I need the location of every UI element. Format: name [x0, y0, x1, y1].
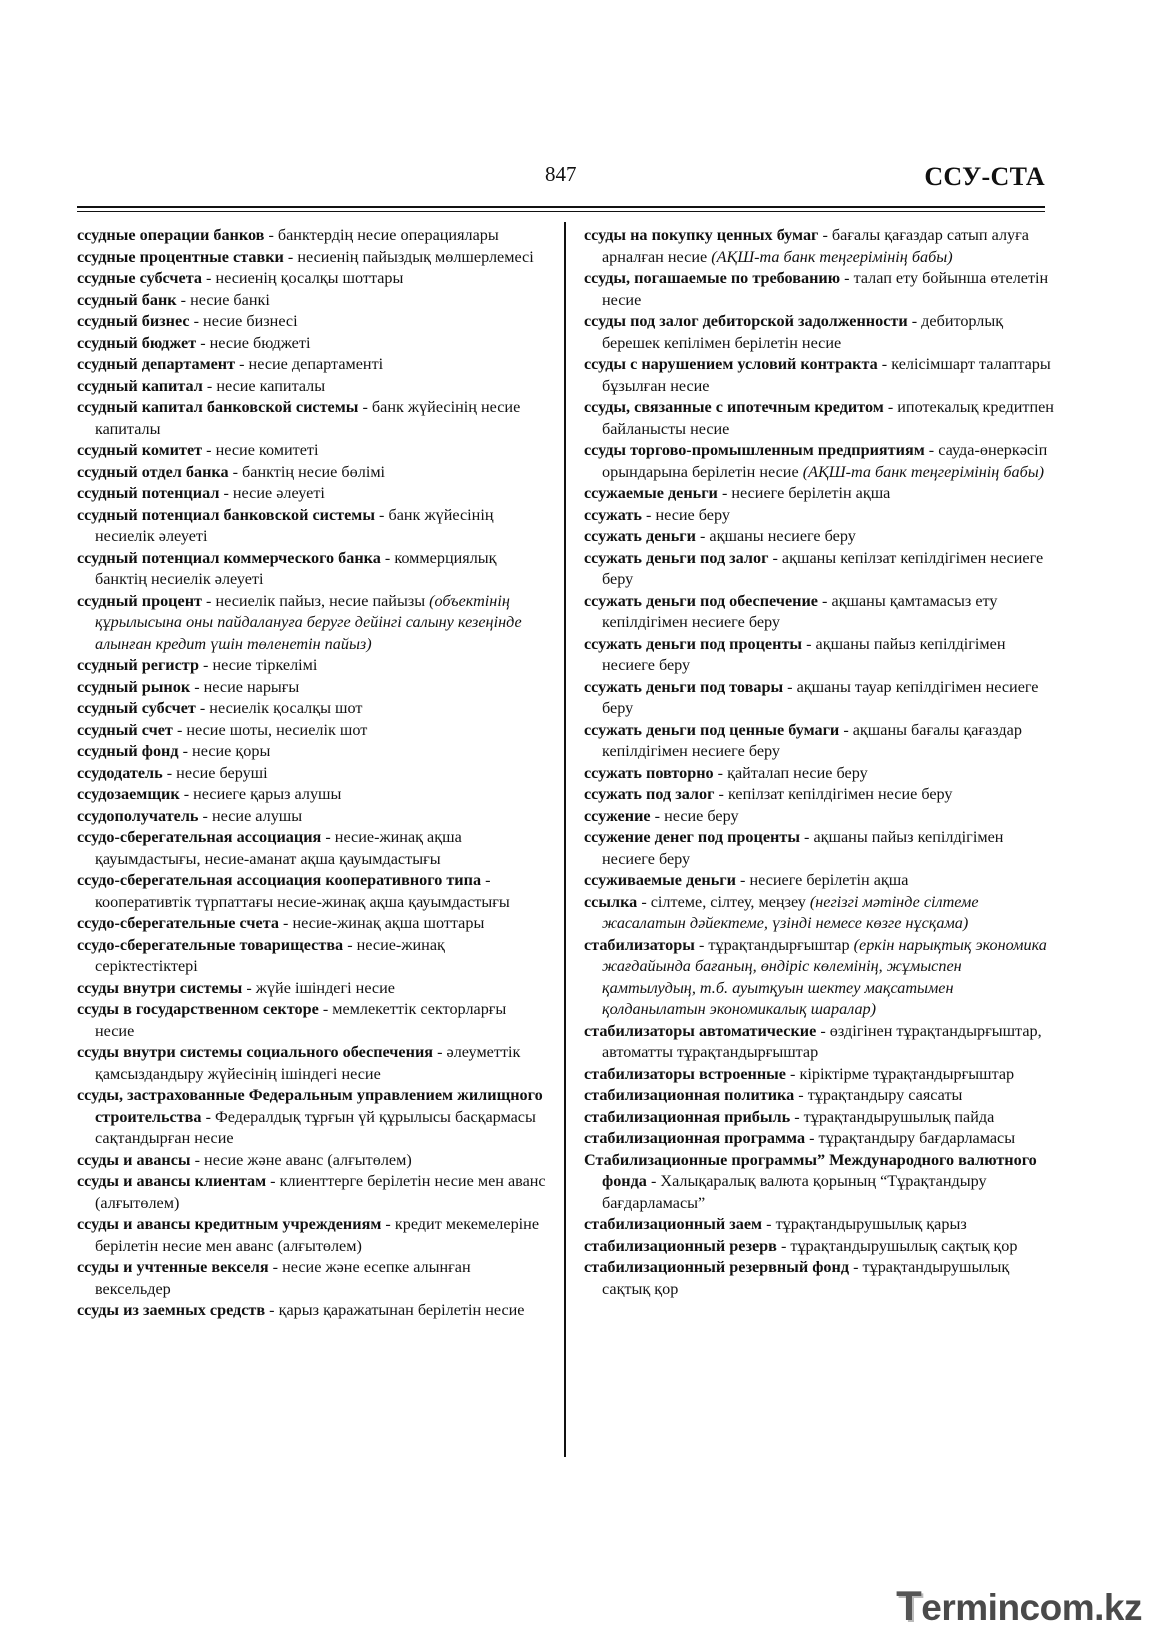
entry-term: ссуды, застрахованные Федеральным управлением жилищного строительства	[77, 1086, 543, 1126]
entry-definition: - банк жүйесінің несие капиталы	[95, 398, 521, 438]
entry-term: ссуды и учтенные векселя	[77, 1258, 269, 1276]
dictionary-entry	[77, 999, 547, 1042]
entry-term: стабилизаторы автоматические	[584, 1021, 817, 1040]
entry-term: ссудный бизнес	[77, 312, 190, 330]
entry-definition: - тұрақтандырушылық қарыз	[762, 1215, 967, 1233]
dictionary-entry	[584, 1257, 1054, 1300]
entry-term: ссудный капитал банковской системы	[77, 398, 359, 416]
dictionary-entry	[77, 354, 547, 376]
page-number: 847	[545, 162, 577, 186]
entry-term: ссужение	[584, 806, 651, 825]
dictionary-entry	[77, 225, 547, 247]
entry-definition: - Федералдық тұрғын үй құрылысы басқармасы сақтандырған несие	[95, 1107, 536, 1147]
entry-definition: - банк жүйесінің несиелік әлеуеті	[95, 505, 494, 545]
entry-definition: - несие бизнесі	[189, 312, 298, 330]
entry-definition: - келісімшарт талаптары бұзылған несие	[602, 355, 1051, 395]
dictionary-entry	[584, 354, 1054, 397]
entry-definition: - несие капиталы	[202, 376, 326, 395]
dictionary-entry	[584, 677, 1054, 720]
entry-term: ссужать повторно	[584, 763, 714, 782]
entry-definition: - ақшаны кепілзат кепілдігімен несиеге беру	[602, 548, 1044, 588]
entry-term: ссуды и авансы	[77, 1150, 191, 1169]
entry-term: ссужать деньги под проценты	[584, 634, 803, 653]
entry-term: ссуживаемые деньги	[584, 871, 736, 889]
dictionary-entry	[77, 677, 547, 699]
entry-definition: - несие-жинақ ақша шоттары	[278, 914, 485, 932]
entry-definition: - тұрақтандырушылық сақтық қор	[776, 1236, 1018, 1255]
entry-definition: - несие банкі	[176, 290, 270, 309]
header-rule	[77, 206, 1045, 208]
dictionary-entry	[77, 806, 547, 828]
entry-term: ссудный регистр	[77, 656, 199, 674]
entry-term: ссудо-сберегательные товарищества	[77, 935, 344, 954]
entry-term: стабилизационный заем	[584, 1215, 763, 1233]
entry-definition: - ақшаны пайыз кепілдігімен несиеге беру	[602, 828, 1004, 868]
entry-note: (объектінің құрылысына оны пайдалануға беруге дейінгі салыну кезеңінде алынған кредит үшін төленетін пайыз)	[95, 591, 522, 653]
dictionary-entry	[77, 591, 547, 656]
dictionary-entry	[77, 935, 547, 978]
entry-definition: - несие беруші	[162, 763, 268, 782]
entry-definition: - несие комитеті	[202, 441, 319, 459]
dictionary-entry	[584, 935, 1054, 1021]
dictionary-entry	[77, 741, 547, 763]
entry-term: ссудный потенциал банковской системы	[77, 505, 375, 524]
entry-definition: - тұрақтандыру бағдарламасы	[805, 1129, 1016, 1147]
watermark-logo	[896, 1582, 1142, 1629]
dictionary-entry	[584, 1128, 1054, 1150]
dictionary-entry	[77, 698, 547, 720]
entry-term: ссудный счет	[77, 720, 173, 739]
dictionary-entry	[77, 720, 547, 742]
dictionary-entry	[77, 870, 547, 913]
entry-definition: - тұрақтандырғыштар	[694, 935, 854, 954]
entry-definition: - несиенің қосалқы шоттары	[201, 269, 404, 287]
entry-definition: - ақшаны бағалы қағаздар кепілдігімен несиеге беру	[602, 720, 1022, 760]
entry-definition: - несиеге берілетін ақша	[735, 871, 909, 889]
dictionary-entry	[584, 1150, 1054, 1215]
entry-definition: - клиенттерге берілетін несие мен аванс (алғытөлем)	[95, 1172, 546, 1212]
entry-definition: - ақшаны пайыз кепілдігімен несиеге беру	[602, 634, 1006, 674]
entry-term: ссуды внутри системы	[77, 978, 243, 997]
entry-definition: - талап ету бойынша өтелетін несие	[602, 269, 1049, 309]
dictionary-entry	[584, 1064, 1054, 1086]
right-column	[584, 225, 1054, 1300]
entry-definition: - несие-жинақ серіктестіктері	[95, 935, 445, 975]
dictionary-entry	[77, 1042, 547, 1085]
entry-definition: - несиелік қосалқы шот	[195, 699, 363, 717]
entry-definition: - ақшаны несиеге беру	[695, 527, 856, 545]
entry-term: ссужать	[584, 505, 642, 524]
entry-definition: - кепілзат кепілдігімен несие беру	[714, 785, 953, 803]
entry-definition: - ақшаны қамтамасыз ету кепілдігімен несиеге беру	[602, 591, 998, 631]
entry-definition: - несие беру	[650, 806, 739, 825]
entry-term: ссуды, погашаемые по требованию	[584, 269, 841, 287]
entry-term: ссужать деньги под ценные бумаги	[584, 720, 840, 739]
entry-definition: - несиеге берілетін ақша	[717, 484, 891, 502]
entry-term: стабилизационная политика	[584, 1086, 795, 1104]
entry-definition: - Халықаралық валюта қорының “Тұрақтандыру бағдарламасы”	[602, 1172, 987, 1212]
entry-term: ссуды на покупку ценных бумаг	[584, 226, 819, 244]
entry-term: ссуды и авансы кредитным учреждениям	[77, 1215, 382, 1233]
entry-term: ссудный фонд	[77, 742, 179, 760]
entry-term: стабилизационный резерв	[584, 1236, 777, 1255]
entry-definition: - мемлекеттік секторларғы несие	[95, 1000, 507, 1040]
entry-definition: - ақшаны тауар кепілдігімен несиеге беру	[602, 677, 1039, 717]
entry-definition: - тұрақтандырушылық сақтық қор	[602, 1258, 1010, 1298]
entry-definition: - несие департаменті	[235, 355, 384, 373]
dictionary-entry	[584, 1085, 1054, 1107]
column-divider	[564, 222, 566, 1457]
dictionary-entry	[584, 311, 1054, 354]
entry-term: ссудный рынок	[77, 677, 191, 696]
entry-term: ссудный процент	[77, 591, 202, 610]
dictionary-entry	[77, 311, 547, 333]
entry-note: (негізгі мәтінде сілтеме жасалатын дәйектеме, үзінді немесе көзге нұсқама)	[602, 892, 979, 932]
dictionary-entry	[77, 268, 547, 290]
dictionary-entry	[77, 397, 547, 440]
dictionary-entry	[584, 483, 1054, 505]
dictionary-entry	[77, 247, 547, 269]
entry-definition: - әлеуметтік қамсыздандыру жүйесінің ішіндегі несие	[95, 1043, 521, 1083]
entry-term: ссудный потенциал	[77, 484, 220, 502]
entry-definition: - несие және аванс (алғытөлем)	[190, 1150, 412, 1169]
entry-definition: - коммерциялық банктің несиелік әлеуеті	[95, 548, 497, 588]
entry-definition: - несие және есепке алынған вексельдер	[95, 1258, 471, 1298]
entry-term: ссужать деньги	[584, 527, 696, 545]
entry-term: ссужение денег под проценты	[584, 828, 800, 846]
dictionary-entry	[77, 655, 547, 677]
entry-note: (АҚШ-та банк теңгерімінің бабы)	[711, 247, 953, 266]
entry-term: ссужать деньги под залог	[584, 548, 769, 567]
entry-definition: - банктің несие бөлімі	[228, 462, 386, 481]
dictionary-entry	[584, 397, 1054, 440]
entry-note: (АҚШ-та банк теңгерімінің бабы)	[802, 462, 1045, 481]
entry-term: ссудо-сберегательная ассоциация кооперативного типа	[77, 871, 482, 889]
dictionary-entry	[77, 333, 547, 355]
entry-term: ссужать деньги под товары	[584, 677, 784, 696]
dictionary-entry	[77, 376, 547, 398]
entry-definition: - несие әлеуеті	[219, 484, 325, 502]
entry-definition: - банктердің несие операциялары	[264, 226, 499, 244]
dictionary-entry	[584, 548, 1054, 591]
entry-definition: - несиелік пайыз, несие пайызы	[201, 591, 430, 610]
entry-term: стабилизационный резервный фонд	[584, 1258, 850, 1276]
dictionary-entry	[77, 978, 547, 1000]
dictionary-entry	[77, 483, 547, 505]
entry-definition: - сілтеме, сілтеу, меңзеу	[637, 892, 810, 911]
entry-definition: - сауда-өнеркәсіп орындарына берілетін несие	[602, 441, 1048, 481]
entry-term: ссуды, связанные с ипотечным кредитом	[584, 398, 884, 416]
entry-term: ссудные процентные ставки	[77, 247, 284, 266]
dictionary-entry	[584, 870, 1054, 892]
dictionary-entry	[77, 462, 547, 484]
entry-definition: - несиеге қарыз алушы	[179, 785, 342, 803]
entry-definition: - қарыз қаражатынан берілетін несие	[265, 1301, 525, 1319]
entry-term: ссудный отдел банка	[77, 462, 229, 481]
dictionary-entry	[584, 505, 1054, 527]
dictionary-entry	[77, 784, 547, 806]
entry-term: ссуды с нарушением условий контракта	[584, 355, 878, 373]
dictionary-entry	[584, 268, 1054, 311]
watermark-rest: ermincom.kz	[921, 1587, 1142, 1628]
entry-term: ссуды внутри системы социального обеспечения	[77, 1043, 434, 1061]
entry-definition: - бағалы қағаздар сатып алуға арналған несие	[602, 226, 1029, 266]
entry-term: ссылка	[584, 892, 638, 911]
dictionary-entry	[77, 1257, 547, 1300]
dictionary-entry	[77, 1214, 547, 1257]
dictionary-entry	[584, 720, 1054, 763]
entry-definition: - несие нарығы	[190, 677, 300, 696]
entry-term: стабилизационная прибыль	[584, 1107, 791, 1126]
dictionary-entry	[77, 505, 547, 548]
dictionary-entry	[584, 225, 1054, 268]
entry-term: ссудозаемщик	[77, 785, 180, 803]
entry-term: ссудо-сберегательные счета	[77, 914, 279, 932]
entry-definition: - несие-жинақ ақша қауымдастығы, несие-аманат ақша қауымдастығы	[95, 828, 462, 868]
dictionary-entry	[77, 763, 547, 785]
dictionary-entry	[77, 548, 547, 591]
dictionary-entry	[77, 913, 547, 935]
entry-definition: - несие қоры	[178, 742, 271, 760]
entry-definition: - кооперативтік түрпаттағы несие-жинақ ақша қауымдастығы	[95, 871, 510, 911]
entry-term: ссудный капитал	[77, 376, 203, 395]
entry-definition: - тұрақтандырушылық пайда	[790, 1107, 995, 1126]
entry-term: ссуды под залог дебиторской задолженности	[584, 312, 908, 330]
entry-term: ссуды из заемных средств	[77, 1301, 266, 1319]
entry-term: ссужать деньги под обеспечение	[584, 591, 818, 610]
entry-term: ссудный бюджет	[77, 333, 197, 352]
entry-term: стабилизаторы	[584, 935, 695, 954]
entry-definition: - кредит мекемелеріне берілетін несие мен аванс (алғытөлем)	[95, 1215, 540, 1255]
dictionary-entry	[584, 806, 1054, 828]
dictionary-entry	[77, 440, 547, 462]
dictionary-entry	[584, 1214, 1054, 1236]
entry-term: стабилизационная программа	[584, 1129, 806, 1147]
entry-term: ссуды в государственном секторе	[77, 1000, 319, 1018]
dictionary-entry	[584, 440, 1054, 483]
entry-definition: - несие тіркелімі	[198, 656, 318, 674]
entry-definition: - тұрақтандыру саясаты	[794, 1086, 963, 1104]
dictionary-entry	[584, 1021, 1054, 1064]
dictionary-entry	[77, 827, 547, 870]
dictionary-entry	[584, 526, 1054, 548]
entry-definition: - ипотекалық кредитпен байланысты несие	[602, 398, 1054, 438]
entry-term: ссудодатель	[77, 763, 163, 782]
entry-definition: - кіріктірме тұрақтандырғыштар	[786, 1064, 1015, 1083]
dictionary-entry	[77, 290, 547, 312]
header-rule-thin	[77, 211, 1045, 212]
dictionary-entry	[77, 1150, 547, 1172]
entry-term: ссудный комитет	[77, 441, 203, 459]
entry-term: ссудный субсчет	[77, 699, 196, 717]
entry-term: стабилизаторы встроенные	[584, 1064, 786, 1083]
entry-term: ссужаемые деньги	[584, 484, 718, 502]
entry-definition: - жүйе ішіндегі несие	[242, 978, 395, 997]
dictionary-entry	[584, 784, 1054, 806]
entry-definition: - несие шоты, несиелік шот	[172, 720, 368, 739]
entry-term: ссужать под залог	[584, 785, 715, 803]
running-head: ССУ-СТА	[924, 162, 1045, 191]
dictionary-entry	[584, 1236, 1054, 1258]
dictionary-entry	[584, 763, 1054, 785]
entry-term: ссудо-сберегательная ассоциация	[77, 828, 322, 846]
entry-definition: - қайталап несие беру	[713, 763, 868, 782]
dictionary-entry	[584, 1107, 1054, 1129]
entry-term: ссуды торгово-промышленным предприятиям	[584, 441, 925, 459]
entry-term: ссудные субсчета	[77, 269, 202, 287]
entry-definition: - дебиторлық берешек кепілімен берілетін несие	[602, 312, 1004, 352]
entry-definition: - несие бюджеті	[196, 333, 311, 352]
entry-definition: - несие беру	[641, 505, 730, 524]
entry-definition: - өздігінен тұрақтандырғыштар, автоматты тұрақтандырғыштар	[602, 1021, 1042, 1061]
entry-term: ссудный банк	[77, 290, 177, 309]
entry-note: (еркін нарықтық экономика жағдайында бағаның, өндіріс көлемінің, жұмыспен қамтылудың, т.б. ауытқуын шектеу мақсатымен қолданылатын экономикалық шаралар)	[602, 935, 1047, 1018]
entry-term: ссудный департамент	[77, 355, 236, 373]
entry-term: Стабилизационные программы” Международного валютного фонда	[584, 1150, 1037, 1190]
dictionary-entry	[77, 1300, 547, 1322]
entry-term: ссудный потенциал коммерческого банка	[77, 548, 381, 567]
dictionary-entry	[584, 634, 1054, 677]
dictionary-entry	[77, 1085, 547, 1150]
entry-definition: - несие алушы	[198, 806, 303, 825]
dictionary-entry	[584, 827, 1054, 870]
left-column	[77, 225, 547, 1322]
dictionary-entry	[584, 892, 1054, 935]
entry-term: ссудополучатель	[77, 806, 199, 825]
dictionary-entry	[77, 1171, 547, 1214]
dictionary-entry	[584, 591, 1054, 634]
watermark-lead: T	[896, 1582, 922, 1629]
entry-term: ссудные операции банков	[77, 226, 265, 244]
entry-term: ссуды и авансы клиентам	[77, 1172, 267, 1190]
entry-definition: - несиенің пайыздық мөлшерлемесі	[283, 247, 534, 266]
